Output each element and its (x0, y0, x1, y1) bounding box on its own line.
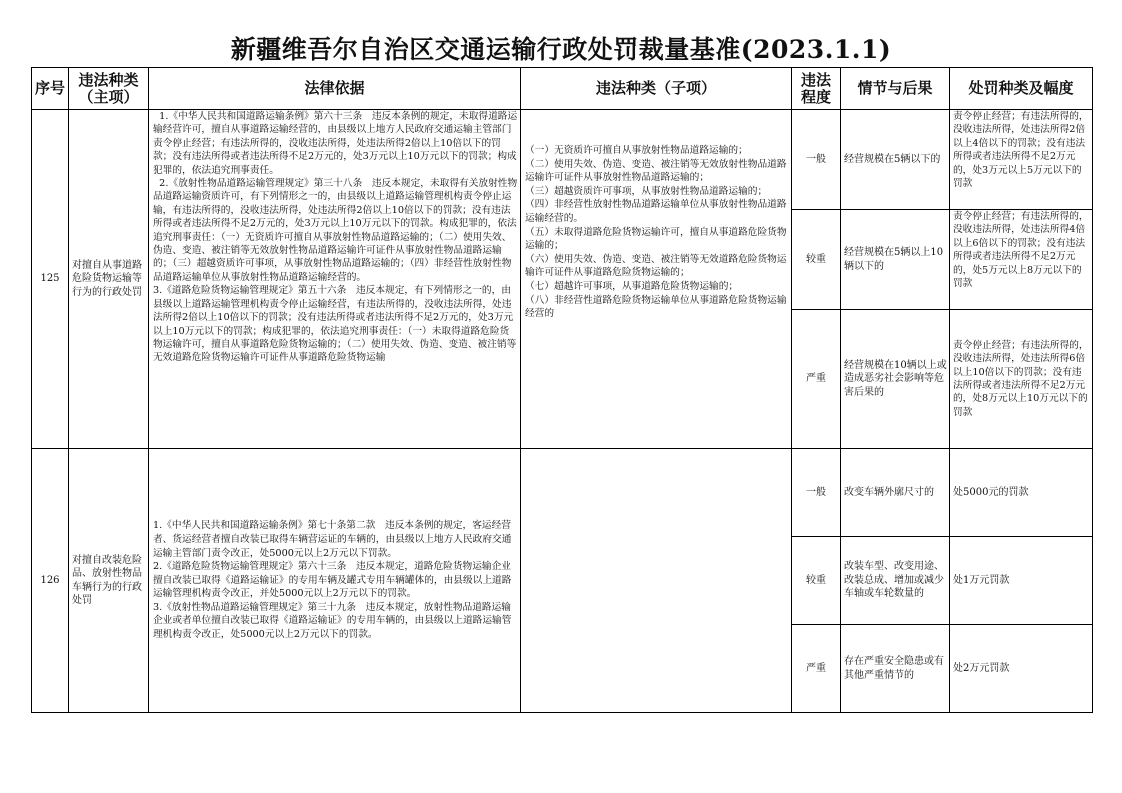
header-degree: 违法 程度 (792, 68, 841, 110)
sub-type-cell-empty (521, 449, 792, 713)
circumstance-cell: 经营规模在10辆以上或造成恶劣社会影响等危害后果的 (841, 310, 950, 449)
row-number: 126 (32, 449, 69, 713)
legal-basis-cell (149, 110, 521, 449)
circumstance-cell: 经营规模在5辆以上10辆以下的 (841, 210, 950, 310)
header-no: 序号 (32, 68, 69, 110)
sub-type-item: （五）未取得道路危险货物运输许可，擅自从事道路危险货物运输的； (525, 226, 787, 252)
table-row (32, 110, 1093, 210)
penalty-table (31, 67, 1093, 713)
row-number: 125 (32, 110, 69, 449)
sub-type-item: （一）无资质许可擅自从事放射性物品道路运输的； (525, 145, 748, 156)
degree-cell: 一般 (792, 449, 841, 537)
sub-type-item: （七）超越许可事项，从事道路危险货物运输的； (525, 280, 739, 292)
sub-type-cell (521, 110, 792, 449)
circumstance-cell: 经营规模在5辆以下的 (841, 110, 950, 210)
legal-basis-item: 1.《中华人民共和国道路运输条例》第六十三条 违反本条例的规定，未取得道路运输经营许可，擅自从事道路运输经营的，由县级以上地方人民政府交通运输主管部门责令停止经营；有违法所得的，没收违法所得，处违法所得2倍以上10倍以下的罚款；没有违法所得或者违法所得不足2万元的，处3万元以上10万元以下的罚款；构成犯罪的，依法追究刑事责任。 (153, 111, 518, 176)
page-title: 新疆维吾尔自治区交通运输行政处罚裁量基准(2023.1.1) (230, 35, 892, 64)
degree-cell: 较重 (792, 210, 841, 310)
circumstance-cell: 改装车型、改变用途、改装总成、增加或减少车轴或车轮数量的 (841, 537, 950, 625)
header-row (32, 68, 1093, 110)
legal-basis-item: 2.《放射性物品道路运输管理规定》第三十八条 违反本规定，未取得有关放射性物品道路运输资质许可，有下列情形之一的，由县级以上道路运输管理机构责令停止运输，有违法所得的，没收违法所得，处违法所得2倍以上10倍以下的罚款；没有违法所得或者违法所得不足2万元的，处3万元以上10万元以下的罚款。构成犯罪的，依法追究刑事责任：（一）无资质许可擅自从事放射性物品道路运输的；（二）使用失效、伪造、变造、被注销等无效放射性物品道路运输许可证件从事放射性物品道路运输的；（三）超越资质许可事项，从事放射性物品道路运输的；（四）非经营性放射性物品道路运输单位从事放射性物品道路运输经营的。 (153, 178, 518, 283)
degree-cell: 严重 (792, 310, 841, 449)
legal-basis-item: 3.《放射性物品道路运输管理规定》第三十九条 违反本规定，放射性物品道路运输企业或者单位擅自改装已取得《道路运输证》的专用车辆的，由县级以上道路运输管理机构责令改正，处5000元以上2万元以下的罚款。 (153, 601, 512, 641)
sub-type-item: （三）超越资质许可事项，从事放射性物品道路运输的； (525, 185, 768, 197)
header-sub-type: 违法种类（子项） (521, 68, 792, 110)
circumstance-cell: 改变车辆外廓尺寸的 (841, 449, 950, 537)
penalty-cell: 责令停止经营；有违法所得的，没收违法所得，处违法所得2倍以上4倍以下的罚款；没有违法所得或者违法所得不足2万元的，处3万元以上5万元以下的罚款 (950, 110, 1093, 210)
sub-type-item: （八）非经营性道路危险货物运输单位从事道路危险货物运输经营的 (525, 294, 787, 320)
header-legal-basis: 法律依据 (149, 68, 521, 110)
legal-basis-cell (149, 449, 521, 713)
legal-basis-item: 2.《道路危险货物运输管理规定》第六十三条 违反本规定，道路危险货物运输企业擅自改装已取得《道路运输证》的专用车辆及罐式专用车辆罐体的，由县级以上道路运输管理机构责令改正，并处5000元以上2万元以下的罚款。 (153, 561, 512, 600)
sub-type-item: （二）使用失效、伪造、变造、被注销等无效放射性物品道路运输许可证件从事放射性物品道路运输的； (525, 158, 787, 184)
penalty-cell: 责令停止经营；有违法所得的，没收违法所得，处违法所得6倍以上10倍以下的罚款；没有违法所得或者违法所得不足2万元的，处8万元以上10万元以下的罚款 (950, 310, 1093, 449)
penalty-cell: 处1万元罚款 (950, 537, 1093, 625)
degree-cell: 一般 (792, 110, 841, 210)
header-circumstance: 情节与后果 (841, 68, 950, 110)
sub-type-item: （六）使用失效、伪造、变造、被注销等无效道路危险货物运输许可证件从事道路危险货物运输的； (525, 253, 787, 279)
circumstance-cell: 存在严重安全隐患或有其他严重情节的 (841, 625, 950, 713)
penalty-cell: 处2万元罚款 (950, 625, 1093, 713)
table-row (32, 449, 1093, 537)
header-main-type: 违法种类 （主项） (69, 68, 149, 110)
degree-cell: 较重 (792, 537, 841, 625)
main-type-cell: 对擅自从事道路危险货物运输等行为的行政处罚 (69, 110, 149, 449)
main-type-cell: 对擅自改装危险品、放射性物品车辆行为的行政处罚 (69, 449, 149, 713)
degree-cell: 严重 (792, 625, 841, 713)
legal-basis-item: 3.《道路危险货物运输管理规定》第五十六条 违反本规定，有下列情形之一的，由县级以上道路运输管理机构责令停止运输经营，有违法所得的，没收违法所得，处违法所得2倍以上10倍以下的罚款；没有违法所得或者违法所得不足2万元的，处3万元以上10万元以下的罚款；构成犯罪的，依法追究刑事责任：（一）未取得道路危险货物运输许可，擅自从事道路危险货物运输的；（二）使用失效、伪造、变造、被注销等无效道路危险货物运输许可证件从事道路危险货物运输 (153, 285, 517, 364)
legal-basis-item: 1.《中华人民共和国道路运输条例》第七十条第二款 违反本条例的规定，客运经营者、货运经营者擅自改装已取得车辆营运证的车辆的，由县级以上地方人民政府交通运输主管部门责令改正，处5000元以上2万元以下罚款。 (153, 520, 512, 559)
header-penalty: 处罚种类及幅度 (950, 68, 1093, 110)
sub-type-item: （四）非经营性放射性物品道路运输单位从事放射性物品道路运输经营的。 (525, 199, 787, 224)
penalty-cell: 责令停止经营；有违法所得的，没收违法所得，处违法所得4倍以上6倍以下的罚款；没有违法所得或者违法所得不足2万元的，处5万元以上8万元以下的罚款 (950, 210, 1093, 310)
penalty-cell: 处5000元的罚款 (950, 449, 1093, 537)
